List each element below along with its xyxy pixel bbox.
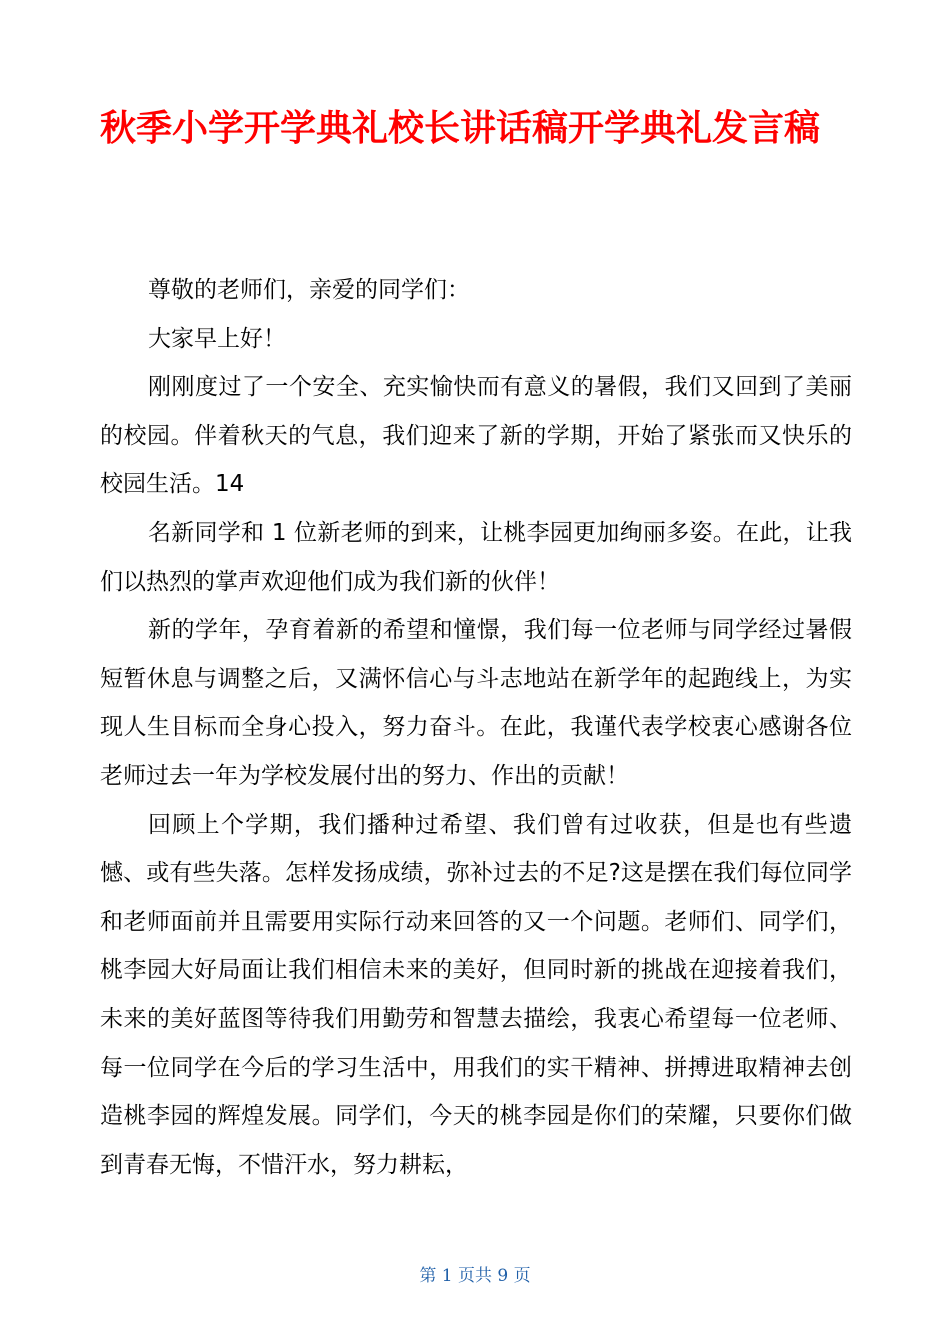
document-title: 秋季小学开学典礼校长讲话稿开学典礼发言稿 [100,108,821,149]
paragraph-new-year: 新的学年，孕育着新的希望和憧憬，我们每一位老师与同学经过暑假短暂休息与调整之后，又满怀信心与斗志地站在新学年的起跑线上，为实现人生目标而全身心投入，努力奋斗。在此，我谨代表学校衷心感谢各位老师过去一年为学校发展付出的努力、作出的贡献！ [100,617,852,789]
paragraph-return-to-school: 刚刚度过了一个安全、充实愉快而有意义的暑假，我们又回到了美丽的校园。伴着秋天的气息，我们迎来了新的学期，开始了紧张而又快乐的校园生活。14 [100,374,852,498]
paragraph-review: 回顾上个学期，我们播种过希望、我们曾有过收获，但是也有些遗憾、或有些失落。怎样发扬成绩，弥补过去的不足?这是摆在我们每位同学和老师面前并且需要用实际行动来回答的又一个问题。老师们、同学们，桃李园大好局面让我们相信未来的美好，但同时新的挑战在迎接着我们，未来的美好蓝图等待我们用勤劳和智慧去描绘，我衷心希望每一位老师、每一位同学在今后的学习生活中，用我们的实干精神、拼搏进取精神去创造桃李园的辉煌发展。同学们，今天的桃李园是你们的荣耀，只要你们做到青春无悔，不惜汗水，努力耕耘， [100,811,852,1178]
paragraph-welcome-new: 名新同学和 1 位新老师的到来，让桃李园更加绚丽多姿。在此，让我们以热烈的掌声欢迎他们成为我们新的伙伴！ [100,519,852,595]
paragraph-good-morning: 大家早上好！ [148,325,286,352]
paragraph-greeting: 尊敬的老师们，亲爱的同学们： [148,277,470,303]
page-footer: 第 1 页共 9 页 [419,1266,531,1286]
document-body [100,266,852,1189]
